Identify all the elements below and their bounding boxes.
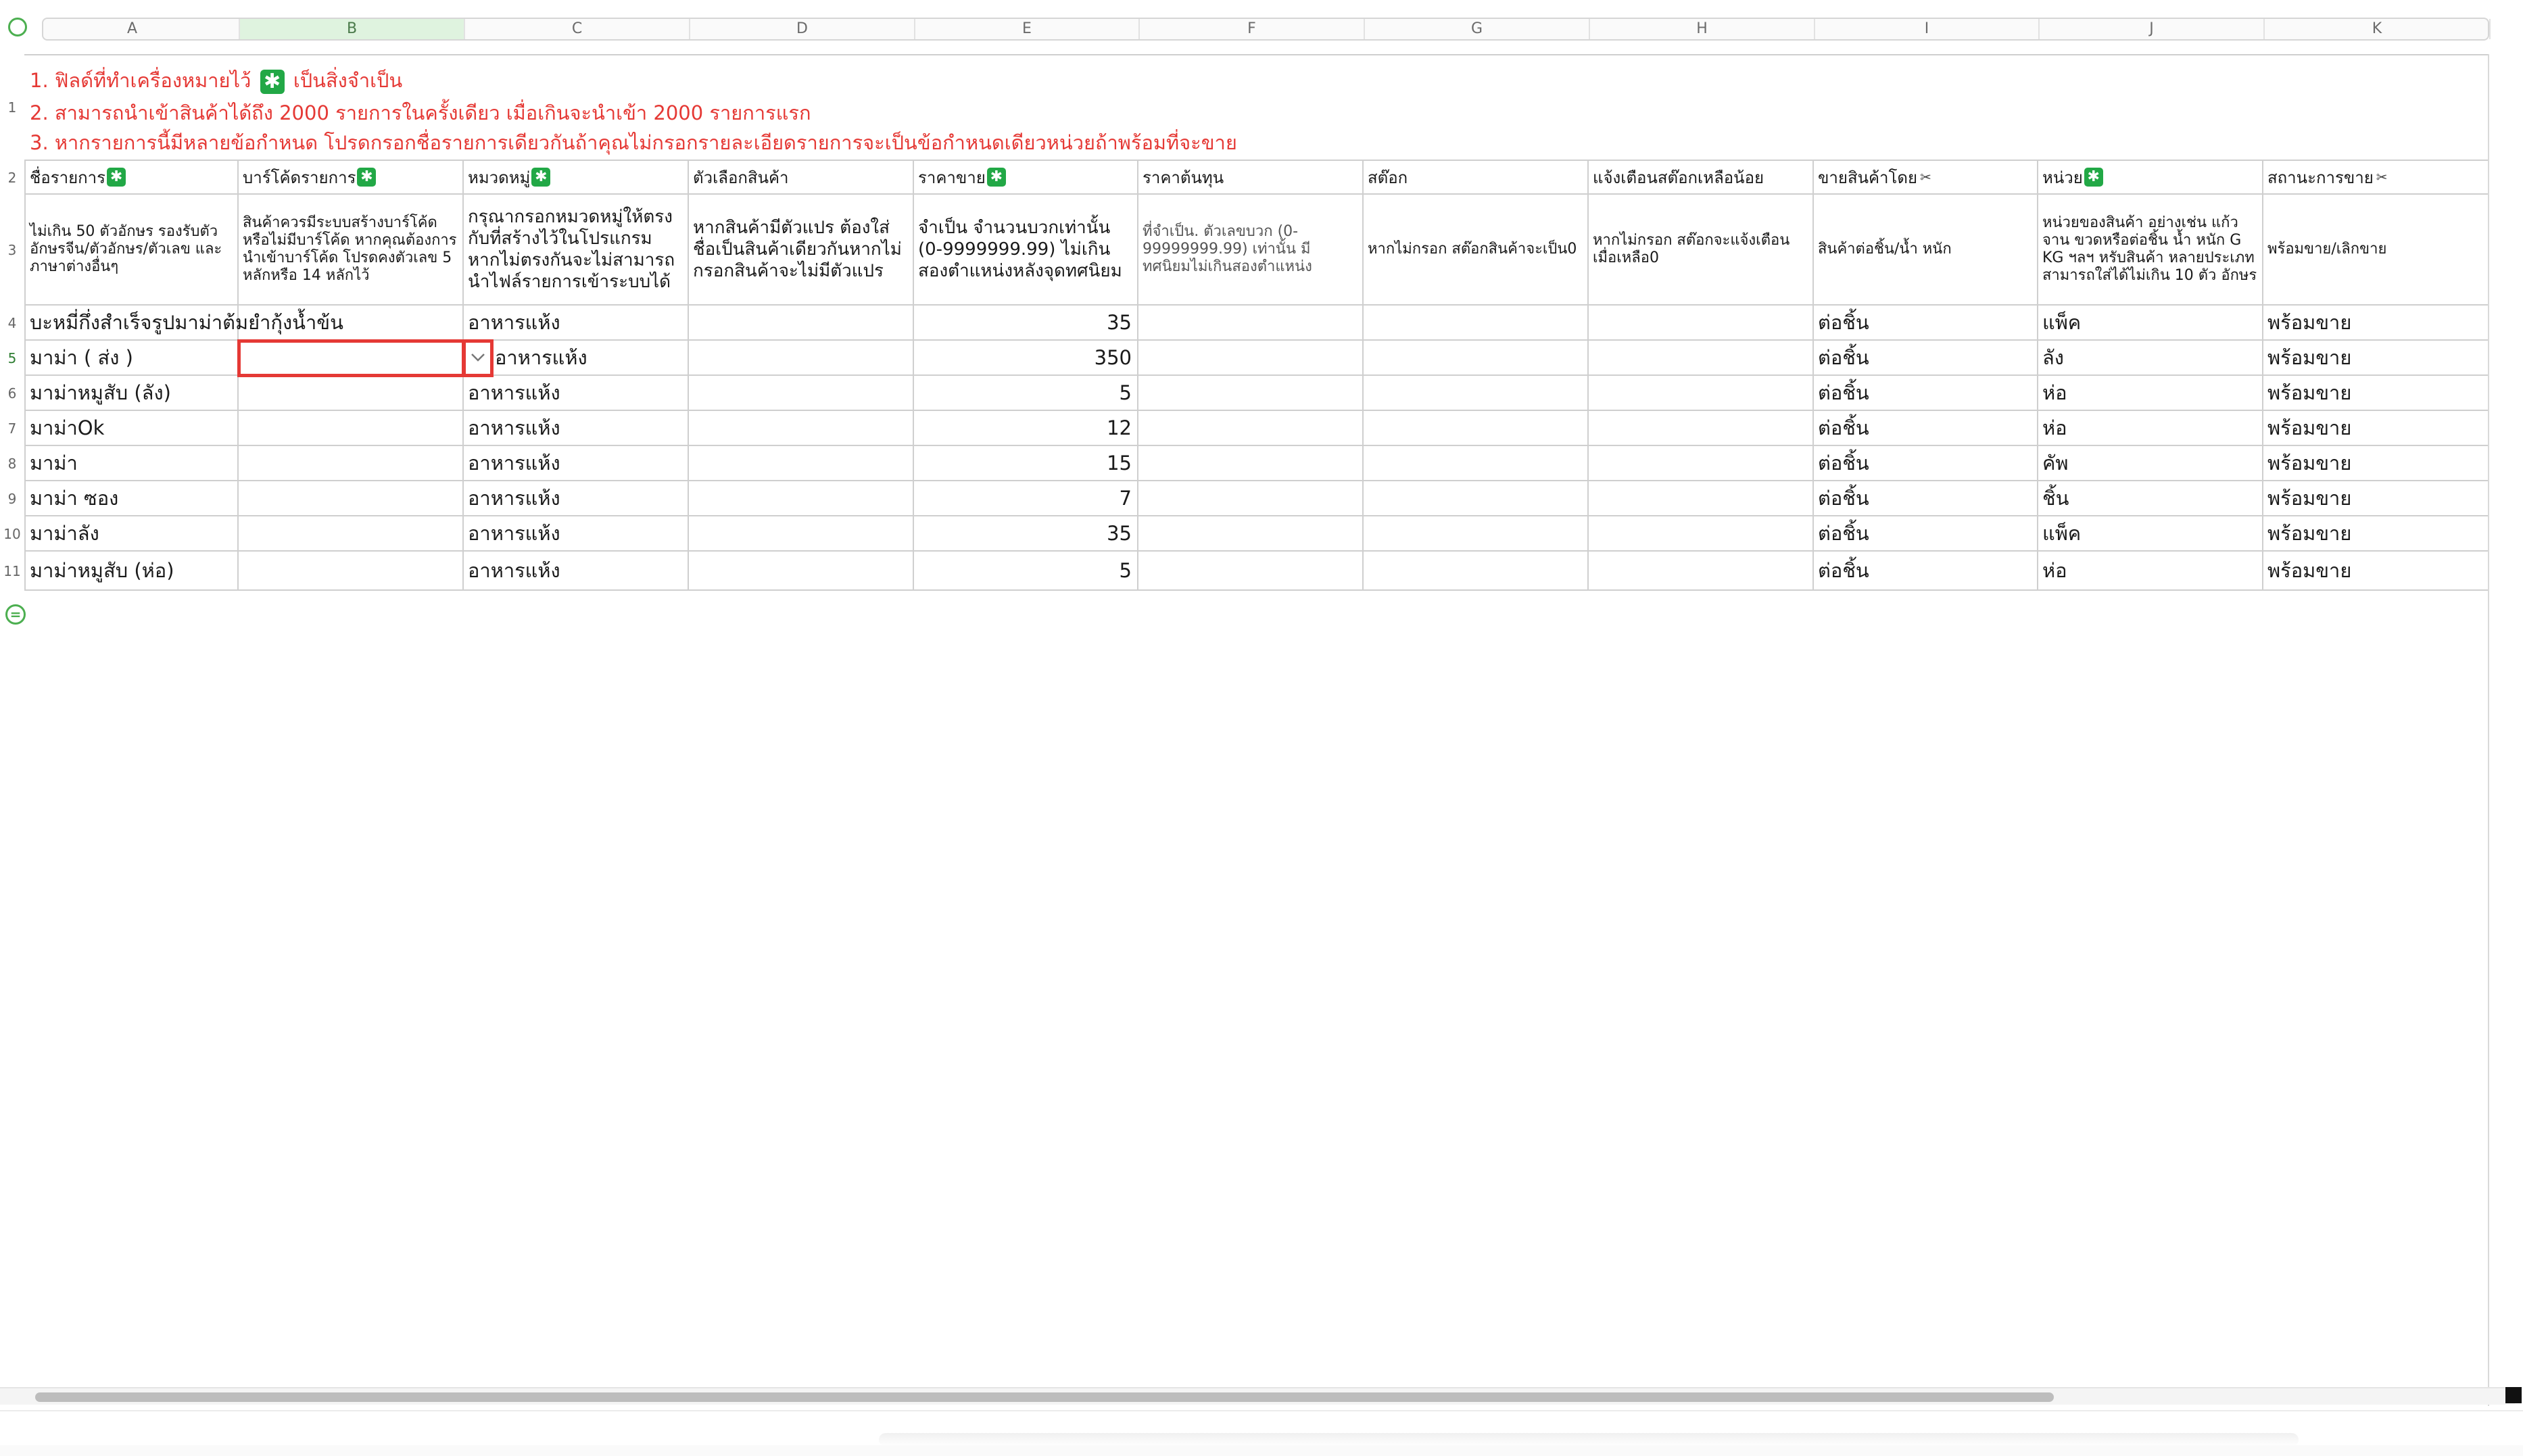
cell-c10[interactable] (464, 516, 689, 552)
header-label: หมวดหมู่ (468, 168, 531, 187)
required-star-icon: ✱ (357, 168, 376, 187)
cell-e8[interactable] (914, 446, 1138, 481)
description-text: กรุณากรอกหมวดหมู่ให้ตรงกับที่สร้างไว้ในโปรแกรม หากไม่ตรงกันจะไม่สามารถนำไฟล์รายการเข้าระบบได้ (468, 207, 675, 292)
cell-f8[interactable] (1138, 446, 1364, 481)
cell-c9[interactable] (464, 481, 689, 516)
cell-b4[interactable] (239, 306, 464, 341)
description-cell-a[interactable] (24, 195, 239, 306)
description-text: พร้อมขาย/เลิกขาย (2267, 241, 2387, 258)
corner-box (2505, 1387, 2522, 1403)
cell-d10[interactable] (689, 516, 914, 552)
cell-a6[interactable] (24, 376, 239, 411)
required-star-icon: ✱ (260, 70, 285, 94)
note-line-1 (30, 65, 402, 96)
cell-value: พร้อมขาย (2267, 487, 2352, 510)
description-text: ที่จำเป็น. ตัวเลขบวก (0-99999999.99) เท่านั้น มีทศนิยมไม่เกินสองตำแหน่ง (1143, 223, 1312, 275)
cell-value: ต่อชิ้น (1818, 416, 1869, 439)
cell-value: พร้อมขาย (2267, 381, 2352, 404)
description-cell-f[interactable] (1138, 195, 1364, 306)
cell-f9[interactable] (1138, 481, 1364, 516)
cell-j10[interactable] (2038, 516, 2263, 552)
description-cell-i[interactable] (1814, 195, 2038, 306)
description-cell-j[interactable] (2038, 195, 2263, 306)
cell-value: คัพ (2042, 452, 2069, 475)
cell-k11[interactable] (2263, 552, 2489, 591)
cell-value: มาม่าลัง (30, 522, 99, 545)
description-cell-c[interactable] (464, 195, 689, 306)
cell-a11[interactable] (24, 552, 239, 591)
cell-e10[interactable] (914, 516, 1138, 552)
required-star-icon: ✱ (2084, 168, 2103, 187)
cell-value: 15 (1107, 452, 1132, 475)
header-label: ตัวเลือกสินค้า (693, 168, 789, 187)
cell-k9[interactable] (2263, 481, 2489, 516)
header-label: ราคาต้นทุน (1143, 168, 1224, 187)
cell-i10[interactable] (1814, 516, 2038, 552)
cell-value: มาม่า ซอง (30, 487, 119, 510)
cell-j5[interactable] (2038, 341, 2263, 376)
column-header-h[interactable]: H (1590, 19, 1815, 39)
cell-i8[interactable] (1814, 446, 2038, 481)
cell-value: ต่อชิ้น (1818, 522, 1869, 545)
header-label: สถานะการขาย (2267, 168, 2374, 187)
cell-e4[interactable] (914, 306, 1138, 341)
description-cell-d[interactable] (689, 195, 914, 306)
cell-value: 35 (1107, 522, 1132, 545)
cell-c8[interactable] (464, 446, 689, 481)
cell-j8[interactable] (2038, 446, 2263, 481)
cell-f4[interactable] (1138, 306, 1364, 341)
notes-row (24, 54, 2489, 161)
cell-a7[interactable] (24, 411, 239, 446)
selected-cell-b5[interactable] (237, 339, 465, 377)
cell-value: ชิ้น (2042, 487, 2069, 510)
cell-value: มาม่าหมูสับ (ลัง) (30, 381, 171, 404)
column-header-a[interactable]: A (26, 19, 240, 39)
cell-value: แพ็ค (2042, 522, 2082, 545)
cell-d8[interactable] (689, 446, 914, 481)
column-header-f[interactable]: F (1140, 19, 1365, 39)
cell-value: พร้อมขาย (2267, 416, 2352, 439)
cell-value: ต่อชิ้น (1818, 311, 1869, 334)
cell-i4[interactable] (1814, 306, 2038, 341)
header-label: แจ้งเตือนสต๊อกเหลือน้อย (1593, 168, 1764, 187)
cell-value: ต่อชิ้น (1818, 381, 1869, 404)
cell-f7[interactable] (1138, 411, 1364, 446)
header-label: สต๊อก (1368, 168, 1408, 187)
description-text: สินค้าต่อชิ้น/น้ำ หนัก (1818, 241, 1952, 258)
cell-h6[interactable] (1589, 376, 1814, 411)
cell-e5[interactable] (914, 341, 1138, 376)
cell-value: มาม่า (30, 452, 78, 475)
note-line-3: 3. หากรายการนี้มีหลายข้อกำหนด โปรดกรอกชื่อรายการเดียวกันถ้าคุณไม่กรอกรายละเอียดรายการจะเป็นข้อกำหนดเดียวหน่วยถ้าพร้อมที่จะขาย (30, 131, 1237, 154)
description-text: จำเป็น จำนวนบวกเท่านั้น (0-9999999.99) ไม่เกินสองตำแหน่งหลังจุดทศนิยม (918, 218, 1122, 281)
column-header-i[interactable]: I (1815, 19, 2040, 39)
header-cell-j[interactable] (2038, 161, 2263, 195)
description-text: สินค้าควรมีระบบสร้างบาร์โค้ดหรือไม่มีบาร์โค้ด หากคุณต้องการนำเข้าบาร์โค้ด โปรดคงตัวเลข 5 หลักหรือ 14 หลักไว้ (243, 214, 457, 284)
cell-i7[interactable] (1814, 411, 2038, 446)
cell-j9[interactable] (2038, 481, 2263, 516)
cell-k6[interactable] (2263, 376, 2489, 411)
row-number-10[interactable]: 10 (3, 526, 21, 542)
required-star-icon: ✱ (107, 168, 126, 187)
column-header-b[interactable]: B (240, 19, 465, 39)
header-cell-i[interactable] (1814, 161, 2038, 195)
cell-a5[interactable] (24, 341, 239, 376)
cell-c4[interactable] (464, 306, 689, 341)
cell-b9[interactable] (239, 481, 464, 516)
cell-value: พร้อมขาย (2267, 522, 2352, 545)
cell-value: 35 (1107, 311, 1132, 334)
header-cell-c[interactable] (464, 161, 689, 195)
cell-g6[interactable] (1364, 376, 1589, 411)
dropdown-arrow-icon: ✂ (1920, 169, 1931, 185)
column-header-j[interactable]: J (2040, 19, 2265, 39)
footer-shadow (879, 1433, 2299, 1447)
bottom-strip (0, 1445, 2523, 1456)
cell-b8[interactable] (239, 446, 464, 481)
cell-value: พร้อมขาย (2267, 559, 2352, 582)
cell-value: ต่อชิ้น (1818, 452, 1869, 475)
note-line-1-post: เป็นสิ่งจำเป็น (293, 69, 403, 92)
header-cell-b[interactable] (239, 161, 464, 195)
cell-k4[interactable] (2263, 306, 2489, 341)
cell-a9[interactable] (24, 481, 239, 516)
cell-j6[interactable] (2038, 376, 2263, 411)
cell-value: ต่อชิ้น (1818, 559, 1869, 582)
row-number-1[interactable]: 1 (7, 99, 17, 116)
cell-value: 7 (1119, 487, 1132, 510)
cell-i9[interactable] (1814, 481, 2038, 516)
note-line-1-pre: 1. ฟิลด์ที่ทำเครื่องหมายไว้ (30, 69, 251, 92)
cell-f10[interactable] (1138, 516, 1364, 552)
description-text: หากไม่กรอก สต๊อกสินค้าจะเป็น0 (1368, 241, 1577, 258)
cell-value: ต่อชิ้น (1818, 346, 1869, 369)
cell-h8[interactable] (1589, 446, 1814, 481)
row-number-8[interactable]: 8 (7, 456, 17, 472)
row-number-2[interactable]: 2 (7, 170, 17, 186)
cell-g9[interactable] (1364, 481, 1589, 516)
cell-a10[interactable] (24, 516, 239, 552)
cell-b11[interactable] (239, 552, 464, 591)
cell-a4[interactable] (24, 306, 343, 341)
cell-value: อาหารแห้ง (468, 452, 560, 475)
cell-c7[interactable] (464, 411, 689, 446)
cell-j11[interactable] (2038, 552, 2263, 591)
cell-value: อาหารแห้ง (468, 522, 560, 545)
cell-f11[interactable] (1138, 552, 1364, 591)
cell-value: มาม่าหมูสับ (ห่อ) (30, 559, 174, 582)
cell-value: 12 (1107, 416, 1132, 439)
header-label: บาร์โค้ดรายการ (243, 168, 356, 187)
cell-e7[interactable] (914, 411, 1138, 446)
header-cell-d[interactable] (689, 161, 914, 195)
cell-d9[interactable] (689, 481, 914, 516)
cell-k8[interactable] (2263, 446, 2489, 481)
cell-c11[interactable] (464, 552, 689, 591)
cell-value: แพ็ค (2042, 311, 2082, 334)
cell-i5[interactable] (1814, 341, 2038, 376)
cell-value: 5 (1119, 381, 1132, 404)
cell-g4[interactable] (1364, 306, 1589, 341)
cell-value: ห่อ (2042, 559, 2067, 582)
header-cell-k[interactable] (2263, 161, 2489, 195)
dropdown-arrow-icon: ✂ (2376, 169, 2388, 185)
cell-k5[interactable] (2263, 341, 2489, 376)
cell-b7[interactable] (239, 411, 464, 446)
column-header-e[interactable]: E (915, 19, 1140, 39)
column-header-c[interactable]: C (465, 19, 690, 39)
cell-c5[interactable] (464, 341, 689, 376)
header-cell-h[interactable] (1589, 161, 1814, 195)
cell-k10[interactable] (2263, 516, 2489, 552)
row-number-4[interactable]: 4 (7, 315, 17, 331)
row-number-7[interactable]: 7 (7, 420, 17, 437)
cell-b10[interactable] (239, 516, 464, 552)
cell-dropdown-button[interactable] (462, 339, 494, 377)
required-star-icon: ✱ (531, 168, 550, 187)
cell-h7[interactable] (1589, 411, 1814, 446)
cell-h4[interactable] (1589, 306, 1814, 341)
cell-value: มาม่าOk (30, 416, 105, 439)
cell-value: อาหารแห้ง (468, 311, 560, 334)
column-header-g[interactable]: G (1365, 19, 1590, 39)
cell-value: บะหมี่กึ่งสำเร็จรูปมาม่าต้มยำกุ้งน้ำข้น (30, 311, 343, 334)
cell-value: พร้อมขาย (2267, 346, 2352, 369)
header-label: หน่วย (2042, 168, 2083, 187)
description-text: ไม่เกิน 50 ตัวอักษร รองรับตัวอักษรจีน/ตัวอักษร/ตัวเลข และภาษาต่างอื่นๆ (30, 223, 222, 275)
cell-i6[interactable] (1814, 376, 2038, 411)
cell-c6[interactable] (464, 376, 689, 411)
cell-d6[interactable] (689, 376, 914, 411)
header-cell-e[interactable] (914, 161, 1138, 195)
cell-d11[interactable] (689, 552, 914, 591)
description-cell-g[interactable] (1364, 195, 1589, 306)
cell-d5[interactable] (689, 341, 914, 376)
column-header-d[interactable]: D (690, 19, 915, 39)
cell-i11[interactable] (1814, 552, 2038, 591)
header-cell-f[interactable] (1138, 161, 1364, 195)
column-header-k[interactable]: K (2265, 19, 2491, 39)
right-edge-line (2488, 54, 2489, 1406)
cell-h10[interactable] (1589, 516, 1814, 552)
cell-value: 5 (1119, 559, 1132, 582)
column-header-bar (42, 18, 2489, 41)
cell-j7[interactable] (2038, 411, 2263, 446)
required-star-icon: ✱ (987, 168, 1006, 187)
note-line-2: 2. สามารถนำเข้าสินค้าได้ถึง 2000 รายการในครั้งเดียว เมื่อเกินจะนำเข้า 2000 รายการแรก (30, 101, 811, 124)
cell-value: อาหารแห้ง (468, 559, 560, 582)
description-text: หากสินค้ามีตัวแปร ต้องใส่ชื่อเป็นสินค้าเดียวกันหากไม่กรอกสินค้าจะไม่มีตัวแปร (693, 218, 902, 281)
header-cell-g[interactable] (1364, 161, 1589, 195)
cell-value: ต่อชิ้น (1818, 487, 1869, 510)
cell-k7[interactable] (2263, 411, 2489, 446)
cell-value: ลัง (2042, 346, 2064, 369)
cell-value: ห่อ (2042, 416, 2067, 439)
header-label: ขายสินค้าโดย (1818, 168, 1918, 187)
description-cell-e[interactable] (914, 195, 1138, 306)
cell-e6[interactable] (914, 376, 1138, 411)
horizontal-scrollbar-thumb[interactable] (35, 1392, 2054, 1402)
cell-value: อาหารแห้ง (495, 346, 587, 369)
cell-g5[interactable] (1364, 341, 1589, 376)
row-number-3[interactable]: 3 (7, 242, 17, 258)
row-number-9[interactable]: 9 (7, 491, 17, 507)
row-number-11[interactable]: 11 (3, 563, 21, 579)
cell-d4[interactable] (689, 306, 914, 341)
select-all-circle[interactable] (8, 18, 27, 37)
cell-value: อาหารแห้ง (468, 487, 560, 510)
cell-e11[interactable] (914, 552, 1138, 591)
cell-value: 350 (1094, 346, 1132, 369)
cell-f5[interactable] (1138, 341, 1364, 376)
chevron-down-icon (471, 352, 485, 365)
cell-f6[interactable] (1138, 376, 1364, 411)
cell-b6[interactable] (239, 376, 464, 411)
add-sheet-button[interactable]: = (5, 604, 26, 625)
cell-h11[interactable] (1589, 552, 1814, 591)
cell-value: พร้อมขาย (2267, 452, 2352, 475)
cell-g7[interactable] (1364, 411, 1589, 446)
cell-a8[interactable] (24, 446, 239, 481)
description-cell-b[interactable] (239, 195, 464, 306)
header-label: ชื่อรายการ (30, 168, 106, 187)
cell-h9[interactable] (1589, 481, 1814, 516)
cell-value: อาหารแห้ง (468, 381, 560, 404)
spreadsheet-grid (24, 54, 2489, 591)
cell-j4[interactable] (2038, 306, 2263, 341)
cell-value: พร้อมขาย (2267, 311, 2352, 334)
row-number-6[interactable]: 6 (7, 385, 17, 402)
cell-value: อาหารแห้ง (468, 416, 560, 439)
cell-d7[interactable] (689, 411, 914, 446)
row-number-5[interactable]: 5 (7, 350, 17, 366)
cell-g11[interactable] (1364, 552, 1589, 591)
cell-h5[interactable] (1589, 341, 1814, 376)
cell-value: มาม่า ( ส่ง ) (30, 346, 133, 369)
description-cell-h[interactable] (1589, 195, 1814, 306)
cell-g8[interactable] (1364, 446, 1589, 481)
header-cell-a[interactable] (24, 161, 239, 195)
header-label: ราคาขาย (918, 168, 986, 187)
description-text: หากไม่กรอก สต๊อกจะแจ้งเตือนเมื่อเหลือ0 (1593, 232, 1790, 266)
description-text: หน่วยของสินค้า อย่างเช่น แก้ว จาน ขวดหรือต่อชิ้น น้ำ หนัก G KG ฯลฯ หรับสินค้า หลายประเภทสามารถใส่ได้ไม่เกิน 10 ตัว อักษร (2042, 214, 2257, 284)
description-cell-k[interactable] (2263, 195, 2489, 306)
footer-divider (0, 1410, 2523, 1411)
cell-e9[interactable] (914, 481, 1138, 516)
cell-g10[interactable] (1364, 516, 1589, 552)
cell-value: ห่อ (2042, 381, 2067, 404)
